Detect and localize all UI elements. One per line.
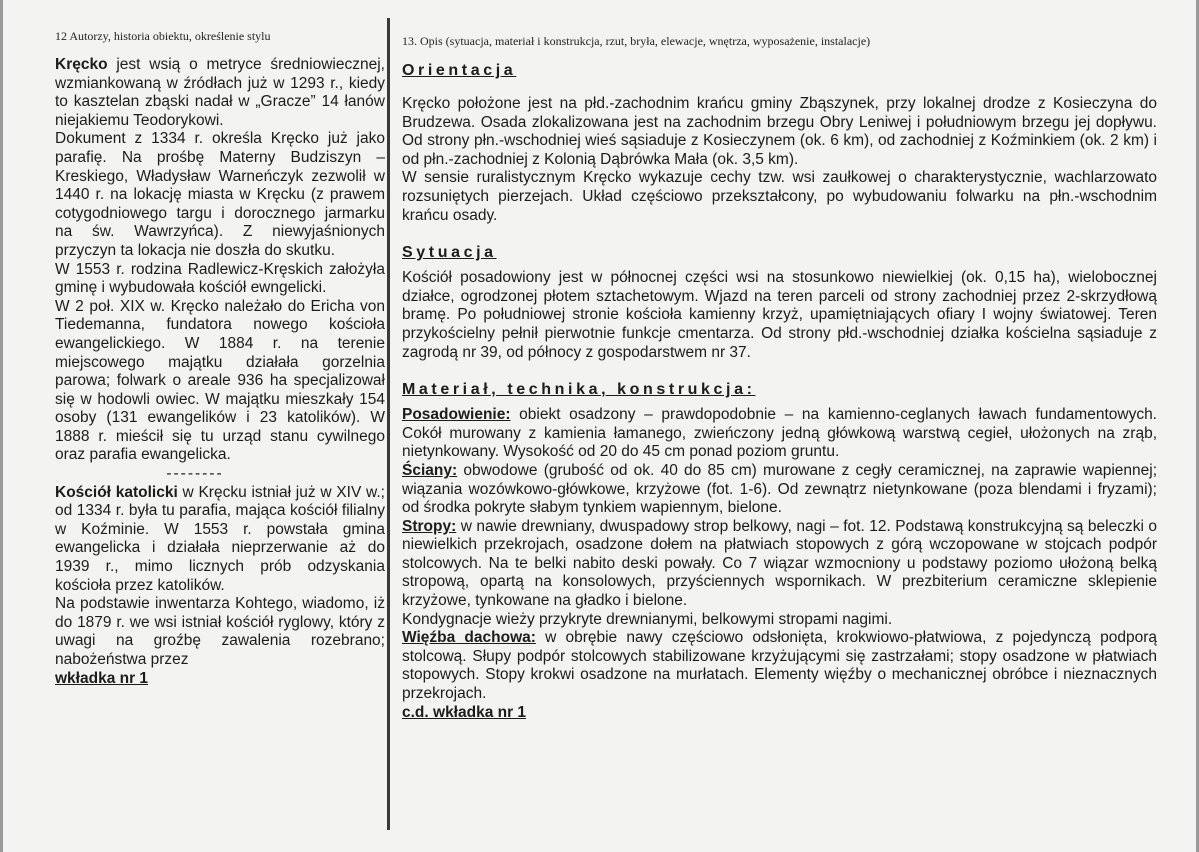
- stropy-text: w nawie drewniany, dwuspadowy strop belkowy, nagi – fot. 12. Podstawą konstrukcyjną są beleczki o niewielkich przekrojach, osadzone dołem na płatwiach stopowych z górą wczopowane w stojcach podpór stolcowych. Na te belki nabito deski powały. Co 7 wiązar wzmocniony u podstawy poziomo ułożoną belką stropową, opartą na konsolowych, przyściennych wspornikach. W prezbiterium ceramiczne sklepienie krzyżowe, tynkowane na gładko i bielone.: [402, 517, 1157, 610]
- orientacja-paragraph-2: W sensie ruralistycznym Kręcko wykazuje cechy tzw. wsi zaułkowej o charakterystycznie, wachlarzowato rozsuniętych pierzejach. Układ częściowo przekształcony, po wybudowaniu folwarku na płn.-wschodnim krańcu osady.: [402, 169, 1157, 224]
- krecko-intro-text: jest wsią o metryce średniowiecznej, wzmiankowaną w źródłach już w 1293 r., kiedy to kasztelan zbąski nadał w „Gracze” 14 łanów niejakiemu Teodorykowi.: [55, 56, 385, 129]
- wiezba-paragraph: [402, 629, 1157, 703]
- right-column: [402, 33, 1157, 722]
- catholic-church-text: w Kręcku istniał już w XIV w.; od 1334 r. była tu parafia, mająca kościół filialny w Koźminie. W 1553 r. powstała gmina ewangelicka i działała nieprzerwanie aż do 1939 r., mimo licznych prób odzyskania kościoła przez katolików.: [55, 483, 385, 594]
- wiezba-label: Więźba dachowa:: [402, 629, 536, 647]
- paragraph-catholic-church: [55, 484, 385, 596]
- insert-link-right[interactable]: c.d. wkładka nr 1: [402, 703, 527, 721]
- kondygnacje-paragraph: Kondygnacje wieży przykryte drewnianymi, belkowymi stropami nagimi.: [402, 610, 893, 628]
- stropy-label: Stropy:: [402, 517, 457, 535]
- paragraph-kohte-inventory: Na podstawie inwentarza Kohtego, wiadomo, iż do 1879 r. we wsi istniał kościół ryglowy, który z uwagi na groźbę zawalenia rozebrano; nabożeństwa przez: [55, 595, 385, 668]
- separator-dashes: --------: [166, 465, 224, 483]
- section-title-sytuacja: Sytuacja: [402, 244, 497, 262]
- sciany-paragraph: [402, 462, 1157, 518]
- orientacja-paragraph-1: Kręcko położone jest na płd.-zachodnim krańcu gminy Zbąszynek, przy lokalnej drodze z Kosieczyna do Brudzewa. Osada zlokalizowana jest na zachodnim brzegu Obry Leniwej i południowym brzegu jej dopływu. Od strony płn.-wschodniej wieś sąsiaduje z Kosieczynem (ok. 6 km), od zachodniej z Koźminkiem (ok. 2 km) i od płn.-zachodniej z Kolonią Dąbrówka Mała (ok. 3,5 km).: [402, 95, 1157, 168]
- left-column: [55, 28, 385, 688]
- paragraph-1553: W 1553 r. rodzina Radlewicz-Kręskich założyła gminę i wybudowała kościół ewngelicki.: [55, 260, 385, 297]
- paragraph-19th-century: W 2 poł. XIX w. Kręcko należało do Ericha von Tiedemanna, fundatora nowego kościoła ewangelickiego. W 1884 r. na terenie miejscowego majątku działała gorzelnia parowa; folwark o areale 936 ha specjalizował się w hodowli owiec. W majątku mieszkały 154 osoby (131 ewangelików i 23 katolików). W 1888 r. mieścił się tu urząd stanu cywilnego oraz parafia ewangelicka.: [55, 297, 385, 464]
- insert-link-left[interactable]: wkładka nr 1: [55, 669, 149, 687]
- paragraph-krecko-intro: [55, 56, 385, 130]
- insert-link-left-wrap: [55, 670, 385, 689]
- sciany-label: Ściany:: [402, 461, 458, 479]
- catholic-church-term: Kościół katolicki: [55, 483, 178, 501]
- sciany-text: obwodowe (grubość od ok. 40 do 85 cm) murowane z cegły ceramicznej, na zaprawie wapiennej; wiązania wozówkowo-główkowe, krzyżowe (fot. 1-6). Od zewnątrz nietynkowane (poza blendami i fryzami); od środka pokryte słabym tynkiem wapiennym, bielone.: [402, 461, 1157, 517]
- posadowienie-label: Posadowienie:: [402, 406, 511, 424]
- paragraph-document-1334: Dokument z 1334 r. określa Kręcko już jako parafię. Na prośbę Materny Budziszyn –Kreskiego, Władysław Warneńczyk zezwolił w 1440 r. na lokację miasta w Kręcku (z prawem cotygodniowego targu i dorocznego jarmarku na św. Wawrzyńca). Z niewyjaśnionych przyczyn ta lokacja nie doszła do skutku.: [55, 130, 385, 259]
- posadowienie-text: obiekt osadzony – prawdopodobnie – na kamienno-ceglanych ławach fundamentowych. Cokół murowany z kamienia łamanego, zwieńczony jedną główkową warstwą cegieł, ułożonych na zrąb, nietynkowany. Wysokość od 20 do 45 cm ponad poziom gruntu.: [402, 406, 1157, 461]
- section-title-material: Materiał, technika, konstrukcja:: [402, 381, 756, 399]
- section-title-orientacja: Orientacja: [402, 62, 517, 79]
- insert-link-right-wrap: [402, 704, 1157, 723]
- sytuacja-paragraph: Kościół posadowiony jest w północnej części wsi na stosunkowo niewielkiej (ok. 0,15 ha), wielobocznej działce, ogrodzonej płotem sztachetowym. Wjazd na teren parceli od strony zachodniej przez 2-skrzydłową bramę. Po południowej stronie kościoła kamienny krzyż, upamiętniających ofiary I wojny światowej. Teren przykościelny pełnił pierwotnie funkcje cmentarza. Od strony płd.-wschodniej działka kościelna sąsiaduje z zagrodą nr 39, od północy z gospodarstwem nr 37.: [402, 269, 1157, 361]
- right-header: 13. Opis (sytuacja, materiał i konstrukcja, rzut, bryła, elewacje, wnętrza, wyposażenie, instalacje): [402, 34, 871, 48]
- left-header: 12 Autorzy, historia obiektu, określenie stylu: [55, 29, 271, 43]
- posadowienie-paragraph: [402, 406, 1157, 462]
- stropy-paragraph: [402, 518, 1157, 611]
- wiezba-text: w obrębie nawy częściowo odsłonięta, krokwiowo-płatwiowa, z pojedynczą podporą stolcową. Słupy podpór stolcowych stabilizowane krzyżującymi się zastrzałami; stopy osadzone w płatwiach stopowych. Stopy krokwi osadzone na murłatach. Elementy więźby o mechanicznej obróbce i nieznacznych przekrojach.: [402, 629, 1157, 703]
- krecko-term: Kręcko: [55, 56, 108, 73]
- column-divider: [387, 18, 390, 830]
